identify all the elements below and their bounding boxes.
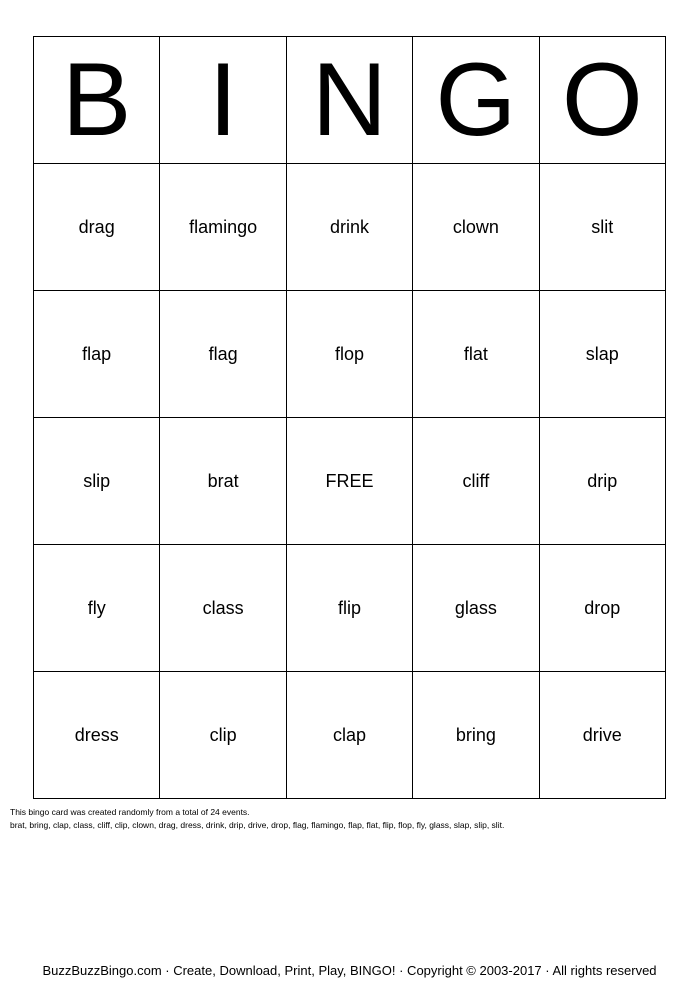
bingo-cell: flag: [160, 291, 286, 418]
bingo-cell: glass: [413, 545, 539, 672]
bingo-cell: drive: [539, 672, 665, 799]
bingo-row-3: [34, 418, 666, 545]
bingo-cell: class: [160, 545, 286, 672]
bingo-cell: slap: [539, 291, 665, 418]
bingo-cell: flamingo: [160, 164, 286, 291]
bingo-row-1: [34, 164, 666, 291]
bingo-cell: drink: [286, 164, 412, 291]
bingo-free-cell: FREE: [286, 418, 412, 545]
bingo-row-5: [34, 672, 666, 799]
bingo-cell: bring: [413, 672, 539, 799]
bingo-letter-i: I: [160, 37, 286, 164]
bingo-letter-g: G: [413, 37, 539, 164]
bingo-cell: flap: [34, 291, 160, 418]
bingo-card: [33, 36, 666, 799]
bingo-cell: clap: [286, 672, 412, 799]
bingo-cell: slit: [539, 164, 665, 291]
bingo-cell: drip: [539, 418, 665, 545]
bingo-cell: dress: [34, 672, 160, 799]
bingo-header-row: [34, 37, 666, 164]
bingo-cell: flip: [286, 545, 412, 672]
bingo-row-2: [34, 291, 666, 418]
bingo-cell: clip: [160, 672, 286, 799]
bingo-letter-o: O: [539, 37, 665, 164]
bingo-cell: drag: [34, 164, 160, 291]
bingo-cell: drop: [539, 545, 665, 672]
bingo-cell: flop: [286, 291, 412, 418]
word-list-text: brat, bring, clap, class, cliff, clip, clown, drag, dress, drink, drip, drive, drop, flag, flamingo, flap, flat, flip, flop, fly, glass, slap, slip, slit.: [10, 820, 505, 830]
bingo-cell: flat: [413, 291, 539, 418]
bingo-letter-n: N: [286, 37, 412, 164]
bingo-letter-b: B: [34, 37, 160, 164]
bingo-cell: fly: [34, 545, 160, 672]
bingo-cell: brat: [160, 418, 286, 545]
card-notes: [10, 806, 690, 832]
card-info-text: This bingo card was created randomly from a total of 24 events.: [10, 807, 250, 817]
bingo-cell: cliff: [413, 418, 539, 545]
bingo-cell: clown: [413, 164, 539, 291]
page-footer: BuzzBuzzBingo.com · Create, Download, Print, Play, BINGO! · Copyright © 2003-2017 · All rights reserved: [42, 963, 657, 978]
bingo-cell: slip: [34, 418, 160, 545]
bingo-row-4: [34, 545, 666, 672]
